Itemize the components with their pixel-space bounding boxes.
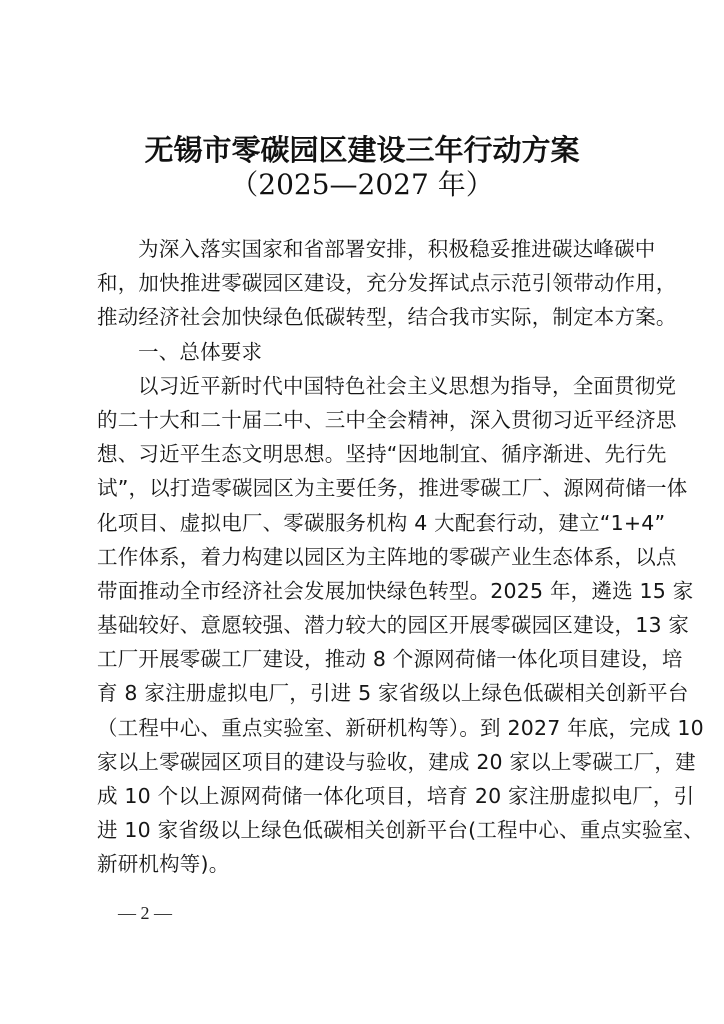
body-line: 为深入落实国家和省部署安排，积极稳妥推进碳达峰碳中 (138, 237, 656, 261)
body-line: 以习近平新时代中国特色社会主义思想为指导，全面贯彻党 (138, 373, 677, 398)
body-line: 进 10 家省级以上绿色低碳相关创新平台(工程中心、重点实验室、 (97, 818, 705, 843)
body-line: 试”，以打造零碳园区为主要任务，推进零碳工厂、源网荷储一体 (97, 476, 688, 501)
document-subtitle: （2025—2027 年） (230, 168, 494, 201)
section-heading: 一、总体要求 (138, 339, 263, 364)
body-line: 的二十大和二十届二中、三中全会精神，深入贯彻习近平经济思 (97, 407, 677, 432)
body-line: 想、习近平生态文明思想。坚持“因地制宜、循序渐进、先行先 (97, 442, 667, 467)
body-line: 家以上零碳园区项目的建设与验收，建成 20 家以上零碳工厂，建 (97, 749, 696, 774)
page-number: — 2 — (118, 903, 172, 923)
body-line: 和，加快推进零碳园区建设，充分发挥试点示范引领带动作用， (97, 271, 677, 296)
body-line: 带面推动全市经济社会发展加快绿色转型。2025 年，遴选 15 家 (97, 578, 694, 603)
body-line: 基础较好、意愿较强、潜力较大的园区开展零碳园区建设，13 家 (97, 613, 690, 638)
body-line: （工程中心、重点实验室、新研机构等）。到 2027 年底，完成 10 (97, 715, 704, 740)
body-line: 成 10 个以上源网荷储一体化项目，培育 20 家注册虚拟电厂，引 (97, 784, 695, 808)
body-line: 工作体系，着力构建以园区为主阵地的零碳产业生态体系，以点 (97, 544, 677, 569)
body-line: 推动经济社会加快绿色低碳转型，结合我市实际，制定本方案。 (97, 305, 677, 330)
body-line: 育 8 家注册虚拟电厂，引进 5 家省级以上绿色低碳相关创新平台 (97, 681, 689, 706)
body-line: 新研机构等)。 (97, 852, 230, 877)
body-line: 化项目、虚拟电厂、零碳服务机构 4 大配套行动，建立“1+4” (97, 510, 666, 535)
document-title: 无锡市零碳园区建设三年行动方案 (144, 133, 580, 167)
body-line: 工厂开展零碳工厂建设，推动 8 个源网荷储一体化项目建设，培 (97, 647, 683, 672)
document-body (97, 232, 705, 882)
